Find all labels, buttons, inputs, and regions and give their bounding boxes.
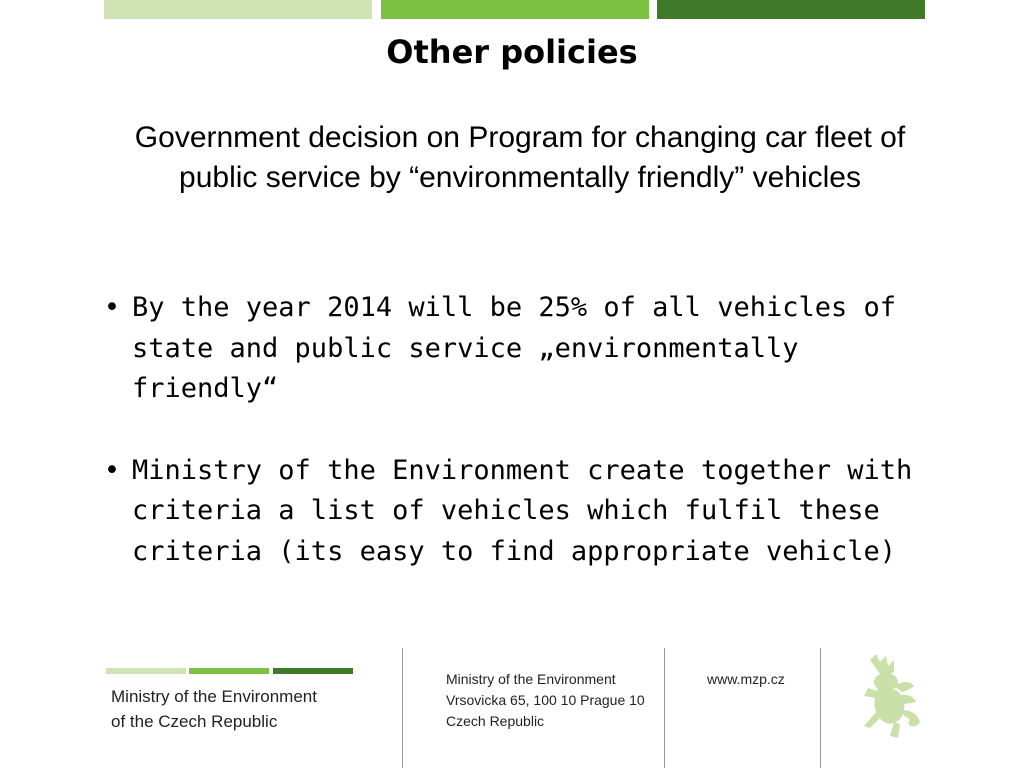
footer-bar-light — [106, 668, 186, 674]
footer-divider — [664, 648, 665, 768]
footer-divider — [820, 648, 821, 768]
website-link[interactable]: www.mzp.cz — [707, 671, 785, 687]
footer-bar-dark — [273, 668, 353, 674]
bullet-icon: • — [104, 454, 120, 486]
bullet-item — [104, 288, 924, 410]
slide-subtitle: Government decision on Program for changing car fleet of public service by “environmentally friendly” vehicles — [134, 121, 906, 194]
footer-divider — [402, 648, 403, 768]
bullet-item — [104, 451, 924, 573]
bullet-icon: • — [104, 292, 120, 323]
footer-bar-mid — [189, 668, 269, 674]
address-line2: Vrsovicka 65, 100 10 Prague 10 — [446, 692, 645, 708]
bullet-text: By the year 2014 will be 25% of all vehicles of state and public service „environmentally friendly“ — [132, 292, 897, 404]
bullet-text: Ministry of the Environment create together with criteria a list of vehicles which fulfil these criteria (its easy to find appropriate vehicle) — [132, 454, 913, 567]
ministry-name-line1: Ministry of the Environment — [111, 687, 317, 706]
top-bar-light — [104, 0, 372, 19]
czech-lion-emblem-icon — [850, 652, 926, 742]
top-bar-dark — [657, 0, 925, 19]
top-bar-mid — [381, 0, 649, 19]
address-line1: Ministry of the Environment — [446, 671, 616, 687]
footer-address — [446, 669, 656, 732]
ministry-name-line2: of the Czech Republic — [111, 712, 278, 731]
ministry-name — [111, 684, 371, 734]
bullet-list — [104, 288, 924, 572]
address-line3: Czech Republic — [446, 713, 545, 729]
slide-title: Other policies — [386, 33, 638, 71]
